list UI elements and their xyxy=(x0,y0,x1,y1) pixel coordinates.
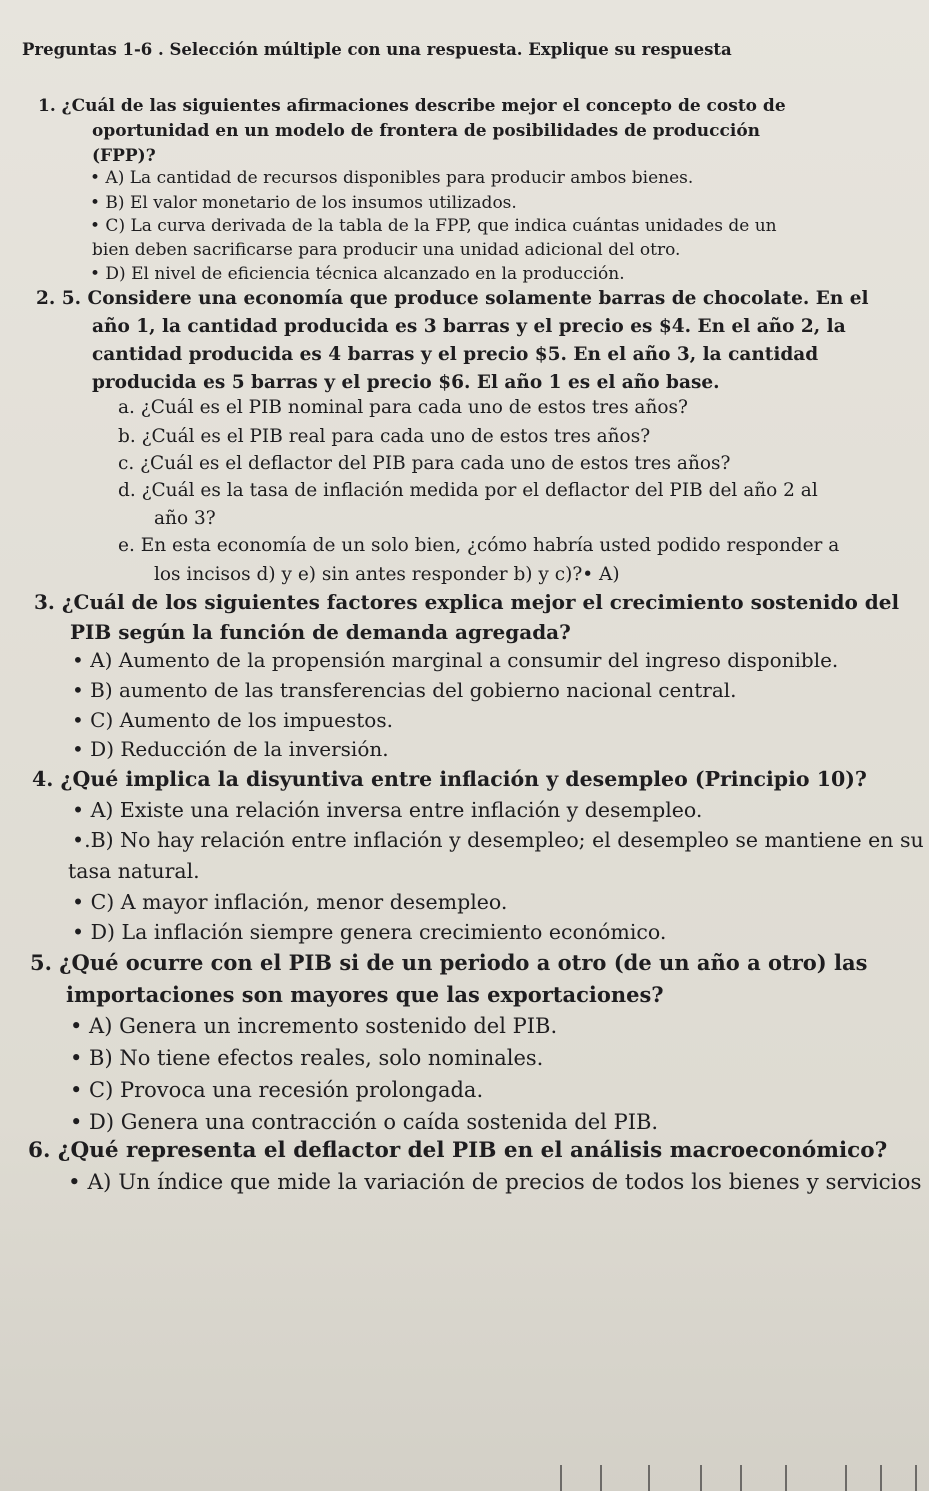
edge-tick xyxy=(785,1465,787,1491)
question-6-option-a: • A) Un índice que mide la variación de precios de todos los bienes y servicios xyxy=(68,1170,922,1195)
question-5-option-a: • A) Genera un incremento sostenido del PIB. xyxy=(70,1014,558,1038)
question-1-text: oportunidad en un modelo de frontera de posibilidades de producción xyxy=(92,121,761,141)
question-6-text: 6. ¿Qué representa el deflactor del PIB en el análisis macroeconómico? xyxy=(28,1138,888,1163)
edge-tick xyxy=(880,1465,882,1491)
question-2-item-e: los incisos d) y e) sin antes responder b) y c)?• A) xyxy=(154,564,620,585)
question-4-option-d: • D) La inflación siempre genera crecimiento económico. xyxy=(72,920,667,944)
edge-tick xyxy=(845,1465,847,1491)
bottom-edge-marks xyxy=(560,1455,929,1491)
question-2-text: año 1, la cantidad producida es 3 barras y el precio es $4. En el año 2, la xyxy=(92,316,846,337)
question-5-option-d: • D) Genera una contracción o caída sostenida del PIB. xyxy=(70,1110,659,1134)
question-2-item-d: d. ¿Cuál es la tasa de inflación medida por el deflactor del PIB del año 2 al xyxy=(118,480,818,501)
question-1-option-c: • C) La curva derivada de la tabla de la FPP, que indica cuántas unidades de un xyxy=(90,216,777,236)
question-2-item-b: b. ¿Cuál es el PIB real para cada uno de estos tres años? xyxy=(118,426,651,447)
question-3-option-b: • B) aumento de las transferencias del gobierno nacional central. xyxy=(72,678,737,702)
question-5-option-c: • C) Provoca una recesión prolongada. xyxy=(70,1078,484,1102)
question-4-option-c: • C) A mayor inflación, menor desempleo. xyxy=(72,890,508,914)
question-3-text: 3. ¿Cuál de los siguientes factores explica mejor el crecimiento sostenido del xyxy=(34,590,900,614)
edge-tick xyxy=(915,1465,917,1491)
question-2-item-d: año 3? xyxy=(154,508,216,529)
edge-tick xyxy=(700,1465,702,1491)
question-1-text: (FPP)? xyxy=(92,146,156,166)
question-4-text: 4. ¿Qué implica la disyuntiva entre inflación y desempleo (Principio 10)? xyxy=(32,767,867,791)
question-1-option-d: • D) El nivel de eficiencia técnica alcanzado en la producción. xyxy=(90,264,625,284)
question-3-option-c: • C) Aumento de los impuestos. xyxy=(72,708,393,732)
question-4-option-a: • A) Existe una relación inversa entre inflación y desempleo. xyxy=(72,798,703,822)
question-3-option-a: • A) Aumento de la propensión marginal a consumir del ingreso disponible. xyxy=(72,648,839,672)
question-2-text: producida es 5 barras y el precio $6. El año 1 es el año base. xyxy=(92,372,720,393)
question-2-item-e: e. En esta economía de un solo bien, ¿cómo habría usted podido responder a xyxy=(118,535,840,556)
question-1-text: 1. ¿Cuál de las siguientes afirmaciones describe mejor el concepto de costo de xyxy=(38,96,786,116)
question-2-text: 2. 5. Considere una economía que produce solamente barras de chocolate. En el xyxy=(36,288,869,309)
question-4-option-b: •.B) No hay relación entre inflación y desempleo; el desempleo se mantiene en su xyxy=(72,828,924,852)
question-2-text: cantidad producida es 4 barras y el precio $5. En el año 3, la cantidad xyxy=(92,344,819,365)
edge-tick xyxy=(560,1465,562,1491)
question-5-option-b: • B) No tiene efectos reales, solo nominales. xyxy=(70,1046,544,1070)
instructions-header: Preguntas 1-6 . Selección múltiple con una respuesta. Explique su respuesta xyxy=(22,40,732,59)
question-1-option-a: • A) La cantidad de recursos disponibles para producir ambos bienes. xyxy=(90,168,694,188)
question-1-option-c: bien deben sacrificarse para producir una unidad adicional del otro. xyxy=(92,240,681,260)
question-3-text: PIB según la función de demanda agregada? xyxy=(70,620,571,644)
question-3-option-d: • D) Reducción de la inversión. xyxy=(72,737,389,761)
question-5-text: 5. ¿Qué ocurre con el PIB si de un periodo a otro (de un año a otro) las xyxy=(30,950,868,975)
question-2-item-c: c. ¿Cuál es el deflactor del PIB para cada uno de estos tres años? xyxy=(118,453,731,474)
question-4-option-b: tasa natural. xyxy=(68,859,200,883)
question-1-option-b: • B) El valor monetario de los insumos utilizados. xyxy=(90,193,517,213)
edge-tick xyxy=(648,1465,650,1491)
question-5-text: importaciones son mayores que las exportaciones? xyxy=(66,982,664,1007)
edge-tick xyxy=(740,1465,742,1491)
edge-tick xyxy=(600,1465,602,1491)
question-2-item-a: a. ¿Cuál es el PIB nominal para cada uno de estos tres años? xyxy=(118,397,688,418)
